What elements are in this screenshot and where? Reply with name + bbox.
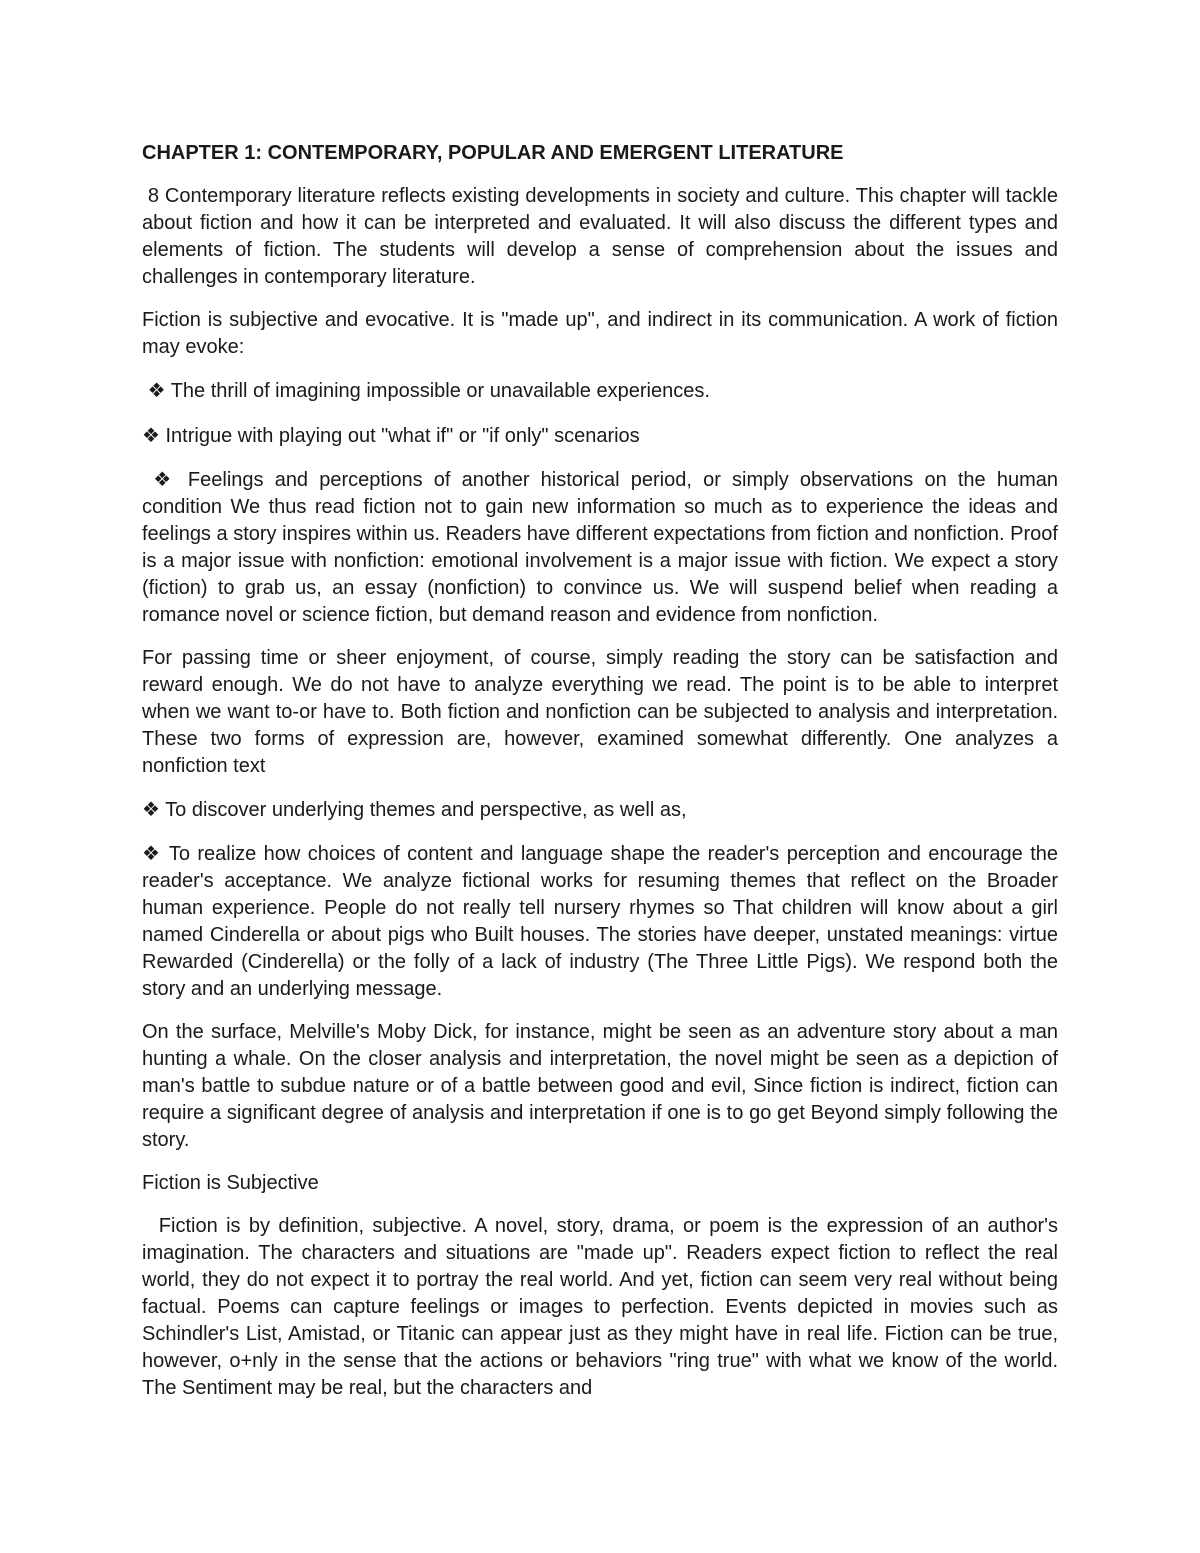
bullet-item: [142, 377, 1058, 405]
bullet-text: The thrill of imagining impossible or unavailable experiences.: [170, 380, 710, 402]
passing-time-paragraph: For passing time or sheer enjoyment, of course, simply reading the story can be satisfaction and reward enough. We do not have to analyze everything we read. The point is to be able to interpret when we want to-or have to. Both fiction and nonfiction can be subjected to analysis and interpretation. These two forms of expression are, however, examined somewhat differently. One analyzes a nonfiction text: [142, 647, 1058, 777]
document-page: [142, 140, 1064, 1418]
subjective-paragraph: Fiction is by definition, subjective. A novel, story, drama, or poem is the expression of an author's imagination. The characters and situations are "made up". Readers expect fiction to reflect the real world, they do not expect it to portray the real world. And yet, fiction can seem very real without being factual. Poems can capture feelings or images to perfection. Events depicted in movies such as Schindler's List, Amistad, or Titanic can appear just as they might have in real life. Fiction can be true, however, o+nly in the sense that the actions or behaviors "ring true" with what we know of the world. The Sentiment may be real, but the characters and: [142, 1215, 1064, 1399]
bullet-item: [142, 466, 1058, 629]
diamond-bullet-icon: ❖: [142, 423, 160, 447]
bullet-text: Intrigue with playing out "what if" or "if only" scenarios: [165, 425, 640, 447]
bullet-item: [142, 796, 1058, 824]
bullet-text: Feelings and perceptions of another historical period, or simply observations on the human condition We thus read fiction not to gain new information so much as to experience the ideas and feelings a story inspires within us. Readers have different expectations from fiction and nonfiction. Proof is a major issue with nonfiction: emotional involvement is a major issue with fiction. We expect a story (fiction) to grab us, an essay (nonfiction) to convince us. We will suspend belief when reading a romance novel or science fiction, but demand reason and evidence from nonfiction.: [142, 469, 1058, 626]
diamond-bullet-icon: ❖: [147, 378, 166, 402]
moby-dick-paragraph: On the surface, Melville's Moby Dick, for instance, might be seen as an adventure story about a man hunting a whale. On the closer analysis and interpretation, the novel might be seen as a depiction of man's battle to subdue nature or of a battle between good and evil, Since fiction is indirect, fiction can require a significant degree of analysis and interpretation if one is to go get Beyond simply following the story.: [142, 1021, 1058, 1151]
bullet-item: [142, 422, 1058, 450]
bullet-item: [142, 840, 1058, 1003]
section-subheading: Fiction is Subjective: [142, 1172, 319, 1194]
chapter-title: CHAPTER 1: CONTEMPORARY, POPULAR AND EMERGENT LITERATURE: [142, 142, 844, 164]
bullet-text: To realize how choices of content and language shape the reader's perception and encourage the reader's acceptance. We analyze fictional works for resuming themes that reflect on the Broader human experience. People do not really tell nursery rhymes so That children will know about a girl named Cinderella or about pigs who Built houses. The stories have deeper, unstated meanings: virtue Rewarded (Cinderella) or the folly of a lack of industry (The Three Little Pigs). We respond both the story and an underlying message.: [142, 843, 1058, 1000]
intro-paragraph: 8 Contemporary literature reflects existing developments in society and culture. This chapter will tackle about fiction and how it can be interpreted and evaluated. It will also discuss the different types and elements of fiction. The students will develop a sense of comprehension about the issues and challenges in contemporary literature.: [142, 185, 1064, 288]
bullet-text: To discover underlying themes and perspective, as well as,: [165, 799, 687, 821]
fiction-intro-paragraph: Fiction is subjective and evocative. It is "made up", and indirect in its communication. A work of fiction may evoke:: [142, 309, 1058, 358]
diamond-bullet-icon: ❖: [142, 797, 160, 821]
diamond-bullet-icon: ❖: [153, 467, 177, 491]
diamond-bullet-icon: ❖: [142, 841, 162, 865]
